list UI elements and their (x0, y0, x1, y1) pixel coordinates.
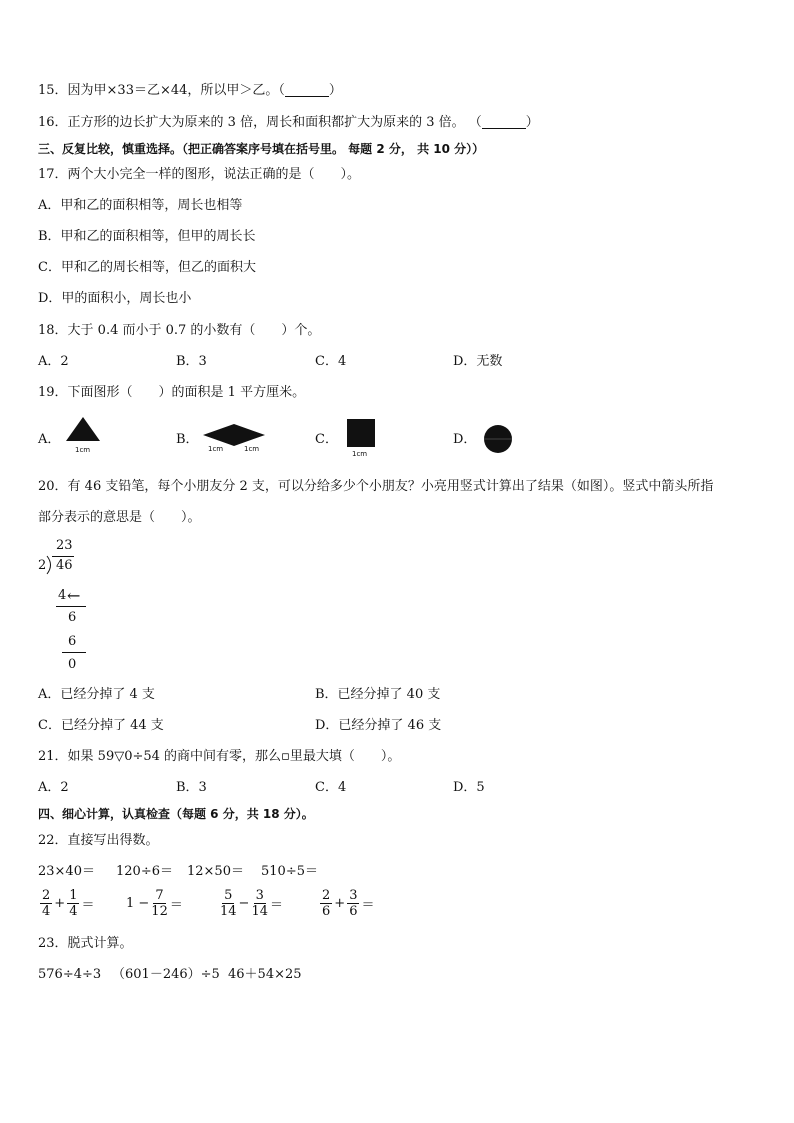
fraction-expr-2 (126, 888, 183, 919)
numerator: 3 (349, 888, 358, 903)
q19-option-c: C． (315, 432, 338, 447)
denominator: 4 (42, 904, 51, 919)
fraction-expr-3 (218, 888, 283, 919)
paren-close: ） (328, 83, 342, 98)
lead-term: 1 − (126, 896, 150, 911)
question-21-stem: 21．如果 59▽0÷54 的商中间有零，那么▫里最大填（ ）。 (38, 749, 401, 764)
division-step2: 6 (68, 634, 77, 649)
denominator: 14 (220, 904, 237, 919)
q19-option-d: D． (453, 432, 477, 447)
numerator: 1 (69, 888, 78, 903)
q18-option-b: B．3 (176, 354, 207, 369)
q17-option-b: B．甲和乙的面积相等，但甲的周长长 (38, 229, 256, 244)
question-15 (38, 82, 342, 100)
q17-option-d: D．甲的面积小，周长也小 (38, 291, 192, 306)
answer-blank-15[interactable] (285, 82, 329, 97)
division-dividend: 46 (56, 558, 73, 573)
q17-option-a: A．甲和乙的面积相等，周长也相等 (38, 198, 243, 213)
q20-option-d: D．已经分掉了 46 支 (315, 718, 442, 733)
q22-calc-3: 12×50＝ (187, 864, 244, 879)
question-20-stem-line2: 部分表示的意思是（ ）。 (38, 510, 201, 525)
q21-option-a: A．2 (38, 780, 69, 795)
fraction-expr-4 (318, 888, 374, 919)
numerator: 7 (155, 888, 164, 903)
question-16 (38, 114, 539, 132)
denominator: 6 (322, 904, 331, 919)
numerator: 3 (255, 888, 264, 903)
q21-option-b: B．3 (176, 780, 207, 795)
circle-shape (483, 424, 513, 454)
equals: ＝ (270, 898, 284, 913)
equals: ＝ (361, 898, 375, 913)
division-line-1 (56, 606, 86, 607)
q20-option-b: B．已经分掉了 40 支 (315, 687, 441, 702)
q19-option-a: A． (38, 432, 61, 447)
triangle-shape (66, 417, 100, 443)
division-line-2 (62, 652, 86, 653)
numerator: 2 (42, 888, 51, 903)
division-bracket (46, 555, 54, 575)
q21-option-d: D．5 (453, 780, 485, 795)
question-16-text: 16．正方形的边长扩大为原来的 3 倍，周长和面积都扩大为原来的 3 倍。 （ (38, 115, 482, 130)
question-20-stem-line1: 20．有 46 支铅笔，每个小朋友分 2 支，可以分给多少个小朋友？小亮用竖式计算出了结果（如图）。竖式中箭头所指 (38, 479, 714, 494)
answer-blank-16[interactable] (482, 114, 526, 129)
question-15-text: 15．因为甲×33＝乙×44，所以甲＞乙。（ (38, 83, 285, 98)
square-shape (347, 419, 375, 447)
q17-option-c: C．甲和乙的周长相等，但乙的面积大 (38, 260, 256, 275)
equals: ＝ (81, 898, 95, 913)
paren-close: ） (525, 115, 539, 130)
denominator: 4 (69, 904, 78, 919)
q23-item-2: （601－246）÷5 (112, 967, 220, 982)
question-22-stem: 22．直接写出得数。 (38, 833, 159, 848)
q19-option-b: B． (176, 432, 199, 447)
question-17-stem: 17．两个大小完全一样的图形，说法正确的是（ ）。 (38, 167, 361, 182)
q21-option-c: C．4 (315, 780, 347, 795)
rhombus-shape (203, 424, 265, 446)
denominator: 14 (251, 904, 268, 919)
division-remainder-2: 0 (68, 657, 77, 672)
section-3-heading: 三、反复比较，慎重选择。（把正确答案序号填在括号里。 每题 2 分， 共 10 分）） (38, 142, 485, 156)
section-4-heading: 四、细心计算，认真检查（每题 6 分，共 18 分）。 (38, 807, 314, 821)
fraction-expr-1 (38, 888, 94, 919)
operator: − (238, 896, 250, 911)
division-divisor: 2 (38, 558, 47, 573)
denominator: 6 (349, 904, 358, 919)
q20-option-a: A．已经分掉了 4 支 (38, 687, 155, 702)
division-step1: 4 (58, 588, 67, 603)
denominator: 12 (151, 904, 168, 919)
operator: + (54, 896, 66, 911)
division-remainder-1: 6 (68, 610, 77, 625)
numerator: 2 (322, 888, 331, 903)
q22-calc-2: 120÷6＝ (116, 864, 173, 879)
equals: ＝ (169, 898, 183, 913)
rhombus-label-1: 1cm (208, 445, 224, 453)
numerator: 5 (224, 888, 233, 903)
q22-calc-4: 510÷5＝ (261, 864, 318, 879)
question-18-stem: 18．大于 0.4 而小于 0.7 的小数有（ ）个。 (38, 323, 321, 338)
triangle-label: 1cm (75, 446, 91, 454)
q22-calc-1: 23×40＝ (38, 864, 95, 879)
division-quotient: 23 (56, 538, 73, 553)
q18-option-c: C．4 (315, 354, 347, 369)
square-label: 1cm (352, 450, 368, 458)
q23-item-3: 46＋54×25 (228, 967, 302, 982)
arrow-icon: ← (67, 586, 81, 605)
q23-item-1: 576÷4÷3 (38, 967, 102, 982)
question-19-stem: 19．下面图形（ ）的面积是 1 平方厘米。 (38, 385, 306, 400)
q20-option-c: C．已经分掉了 44 支 (38, 718, 164, 733)
operator: + (334, 896, 346, 911)
q18-option-a: A．2 (38, 354, 69, 369)
question-23-stem: 23．脱式计算。 (38, 936, 133, 951)
q18-option-d: D．无数 (453, 354, 503, 369)
division-bar (52, 556, 74, 557)
rhombus-label-2: 1cm (244, 445, 260, 453)
